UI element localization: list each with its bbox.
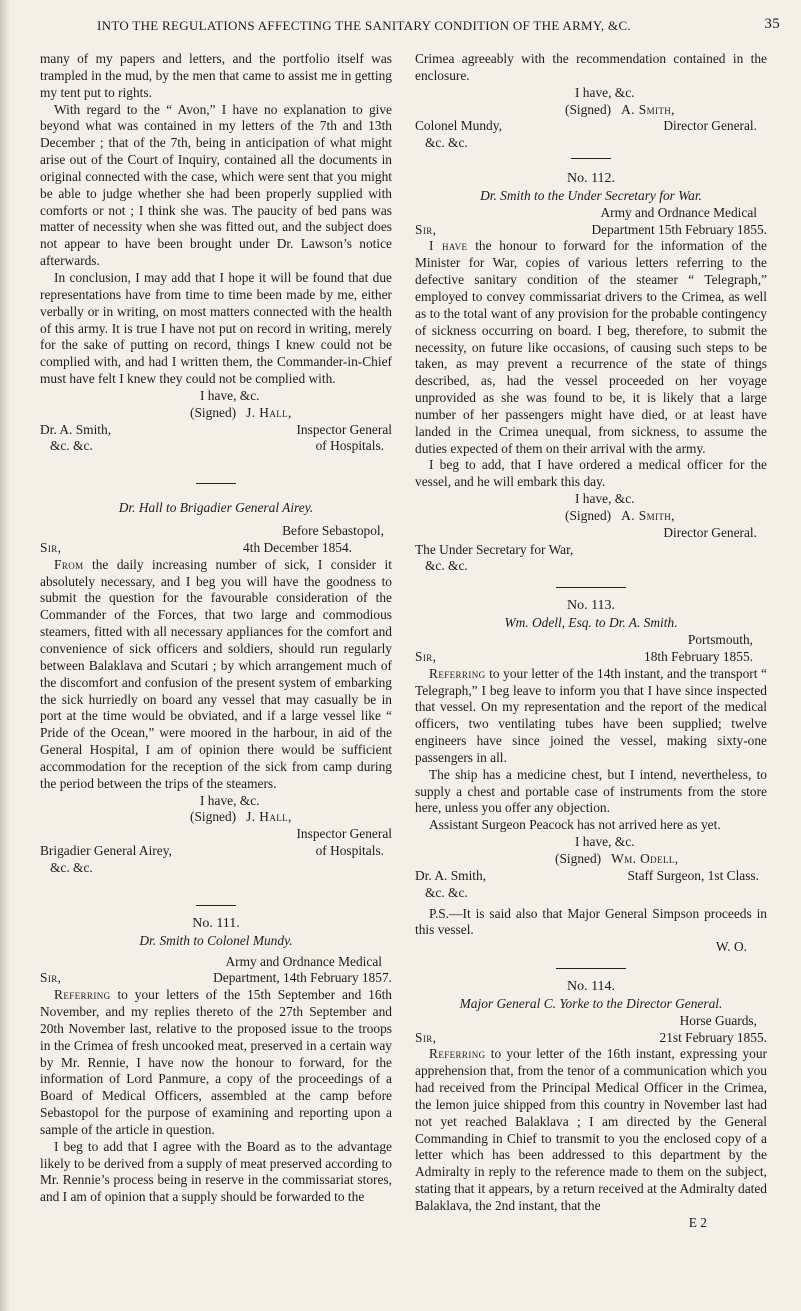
signature-line (40, 405, 392, 422)
addressee-row (40, 438, 392, 455)
addressee-row (40, 422, 392, 439)
addressee-row (40, 843, 392, 860)
signatory-name: A. Smith, (621, 101, 675, 117)
paragraph (415, 238, 767, 457)
signatory-title: of Hospitals. (315, 438, 384, 454)
closing: I have, &c. (575, 491, 635, 507)
signature-mark: E 2 (688, 1214, 707, 1230)
first-word: Referring (429, 665, 486, 681)
signatory-name: A. Smith, (621, 507, 675, 523)
signatory-name: J. Hall, (246, 404, 292, 420)
addressee: The Under Secretary for War, (415, 541, 574, 557)
paragraph: In conclusion, I may add that I hope it will be found that due representations have from time to time been made by me, either verbally or in writing, on most matters connected with the health of this army. It is true I have not put on record in writing, merely for the sake of putting on record, things I knew could not be complied with, and had I written them, the Commander-in-Chief must have felt I knew they could not be complied with. (40, 269, 392, 387)
letter-number: No. 112. (566, 171, 616, 187)
signature-line (415, 851, 767, 868)
paragraph (40, 557, 392, 793)
paragraph: Crimea agreeably with the recommendation contained in the enclosure. (415, 51, 767, 83)
signature-line (40, 809, 392, 826)
signatory-title: Director General. (663, 118, 757, 134)
etc: &c. &c. (50, 859, 93, 875)
signatory-title: Inspector General (296, 421, 392, 437)
paragraph-text: to your letter of the 14th instant, and the transport “ Telegraph,” I beg leave to inform you that I have since inspected that vessel. On my representation and the report of the medical officers, two ventilating tubes have been supplied; twelve engineers have since joined the vessel, making sixty-one passengers in all. (415, 665, 767, 765)
closing: I have, &c. (200, 792, 260, 808)
addressee: Colonel Mundy, (415, 118, 502, 134)
page-number: 35 (764, 16, 780, 32)
paragraph (415, 666, 767, 767)
paragraph: The ship has a medicine chest, but I intend, nevertheless, to supply a chest and portable case of instruments from the store here, unless you offer any objection. (415, 766, 767, 816)
running-title: INTO THE REGULATIONS AFFECTING THE SANITARY CONDITION OF THE ARMY, &C. (97, 18, 631, 33)
salutation: Sir, (415, 648, 437, 664)
letter-number: No. 114. (566, 979, 616, 995)
letter-date: Department, 14th February 1857. (213, 970, 392, 986)
paragraph: Assistant Surgeon Peacock has not arrived here as yet. (429, 817, 721, 833)
letter-heading: Dr. Smith to Colonel Mundy. (139, 932, 293, 948)
section-divider (196, 905, 236, 906)
salutation: Sir, (40, 970, 62, 986)
signed-label: (Signed) (190, 404, 237, 420)
etc: &c. &c. (425, 884, 468, 900)
signatory-title: Director General. (663, 524, 757, 540)
letter-place: Army and Ordnance Medical (225, 953, 382, 969)
section-divider (196, 483, 236, 484)
paragraph-text: to your letters of the 15th September and 16th November, and my replies thereto of the 27th September and 20th November last, relative to the proposed issue to the troops in the Crimea of fresh uncooked meat, preserved in a certain way by Mr. Rennie, I have now the honour to forward, for the information of Lord Panmure, a copy of the proceedings of a Board of Medical Officers, assembled at the camp before Sebastopol for the purpose of examining and reporting upon a sample of the article in question. (40, 987, 392, 1137)
salutation-row (415, 649, 767, 666)
closing: I have, &c. (575, 84, 635, 100)
paragraph-text: to your letter of the 16th instant, expressing your apprehension that, from the tenor of a communication which you had received from the Principal Medical Officer in the Crimea, the lemon juice shipped from this country in November last had not yet reached Balaklava ; I am directed by the General Commanding in Chief to transmit to you the enclosed copy of a letter which has been addressed to this department by the Admiralty in reply to the reference made to them on the subject, stating that it appears, by a return received at the Admiralty dated Balaklava, the 2nd instant, that the (415, 1046, 767, 1213)
letter-date: 18th February 1855. (644, 648, 753, 664)
paragraph-text: the daily increasing number of sick, I consider it absolutely necessary, and I beg you will have the goodness to submit the question for the favourable consideration of the Commander of the Forces, that two large and commodious steamers, fitted with all necessary appliances for the comfort and convenience of sick officers and soldiers, should run regularly between Balaklava and Scutari ; by which arrangement much of the discomfort and confusion of the present system of embarking the sick hurriedly on board any vessel that may casually be in port at the time would be obviated, and if a large vessel like “ Pride of the Ocean,” were moored in the harbour, in aid of the General Hospital, I am of opinion there would be sufficient accommodation for the reception of the sick from camp during the period between the trips of the steamers. (40, 556, 392, 791)
salutation-row (40, 540, 392, 557)
closing: I have, &c. (575, 834, 635, 850)
first-word: Referring (429, 1046, 486, 1062)
letter-heading: Dr. Hall to Brigadier General Airey. (118, 500, 314, 516)
postscript: P.S.—It is said also that Major General Simpson proceeds in this vessel. (415, 905, 767, 938)
signatory-title: Inspector General (296, 826, 392, 842)
letter-place: Army and Ordnance Medical (600, 204, 757, 220)
signatory-name: Wm. Odell, (611, 850, 679, 866)
etc: &c. &c. (50, 438, 93, 454)
salutation: Sir, (415, 1029, 437, 1045)
first-word: I have (429, 238, 468, 254)
paragraph: many of my papers and letters, and the portfolio itself was trampled in the mud, by the men that came to assist me in getting my tent put to rights. (40, 51, 392, 100)
salutation-row (40, 970, 392, 987)
letter-date: 4th December 1854. (243, 539, 352, 555)
page-edge-shadow (0, 0, 10, 1311)
initials: W. O. (715, 939, 747, 955)
signature-line (415, 102, 767, 119)
section-divider (556, 587, 626, 588)
paragraph: With regard to the “ Avon,” I have no explanation to give beyond what was contained in my letters of the 7th and 13th December ; that of the 7th, being in anticipation of what might arise out of the Court of Inquiry, contained all the documents in original connected with the case, which were sent that you might be able to judge whether she had been properly supplied with comforts or not ; I think she was. The paucity of bed pans was matter of necessity when she was fitted out, and the subject does not appear to have been brought under Dr. Lawson’s notice afterwards. (40, 101, 392, 269)
signed-label: (Signed) (565, 101, 612, 117)
letter-heading: Wm. Odell, Esq. to Dr. A. Smith. (504, 615, 678, 631)
paragraph: I beg to add, that I have ordered a medical officer for the vessel, and he will embark this day. (415, 457, 767, 490)
letter-place: Horse Guards, (679, 1012, 757, 1028)
page-header (45, 16, 780, 38)
addressee-row (415, 868, 767, 885)
salutation-row (415, 222, 767, 239)
salutation: Sir, (415, 221, 437, 237)
salutation: Sir, (40, 539, 62, 555)
etc: &c. &c. (425, 135, 468, 151)
addressee-row (415, 118, 767, 135)
signed-label: (Signed) (565, 507, 612, 523)
addressee: Dr. A. Smith, (40, 421, 112, 437)
signatory-name: J. Hall, (246, 809, 292, 825)
letter-heading: Major General C. Yorke to the Director General. (459, 995, 723, 1011)
section-divider (556, 968, 626, 969)
addressee: Dr. A. Smith, (415, 867, 487, 883)
letter-heading: Dr. Smith to the Under Secretary for War. (480, 187, 702, 203)
letter-date: Department 15th February 1855. (591, 221, 767, 237)
signatory-title: Staff Surgeon, 1st Class. (627, 867, 759, 883)
letter-place: Portsmouth, (687, 632, 753, 647)
section-divider (571, 158, 611, 159)
paragraph (415, 1046, 767, 1214)
letter-date: 21st February 1855. (659, 1029, 767, 1045)
addressee: Brigadier General Airey, (40, 843, 172, 859)
closing: I have, &c. (200, 387, 260, 403)
salutation-row (415, 1030, 767, 1047)
first-word: From (54, 556, 84, 572)
letter-place: Before Sebastopol, (282, 523, 384, 539)
right-column (415, 51, 767, 1232)
signatory-title: of Hospitals. (315, 843, 384, 859)
signature-line (415, 508, 767, 525)
letter-number: No. 113. (566, 598, 616, 614)
etc: &c. &c. (425, 558, 468, 574)
first-word: Referring (54, 987, 111, 1003)
paragraph: I beg to add that I agree with the Board as to the advantage likely to be derived from a supply of meat preserved according to Mr. Rennie’s process being in reserve in the commissariat stores, and I am of opinion that a supply should be forwarded to the (40, 1138, 392, 1205)
signed-label: (Signed) (555, 850, 602, 866)
left-column (40, 51, 392, 1206)
signed-label: (Signed) (190, 809, 237, 825)
letter-number: No. 111. (192, 915, 240, 931)
paragraph (40, 987, 392, 1139)
paragraph-text: the honour to forward for the information of the Minister for War, copies of various letters referring to the defective sanitary condition of the steamer “ Telegraph,” employed to convey commissariat drivers to the Crimea, as well as to the total want of any provision for the probable contingency of sickness occurring on board. I beg, therefore, to submit the necessity, on future like occasions, of causing such steps to be taken, as may prevent a recurrence of the state of things described, as, had the vessel proceeded on her voyage unprovided as she was found to be, it is likely that a large number of her passengers might have died, or at least have landed in the Crimea unequal, from sickness, to assume the duties expected of them on their arrival with the army. (415, 238, 767, 456)
